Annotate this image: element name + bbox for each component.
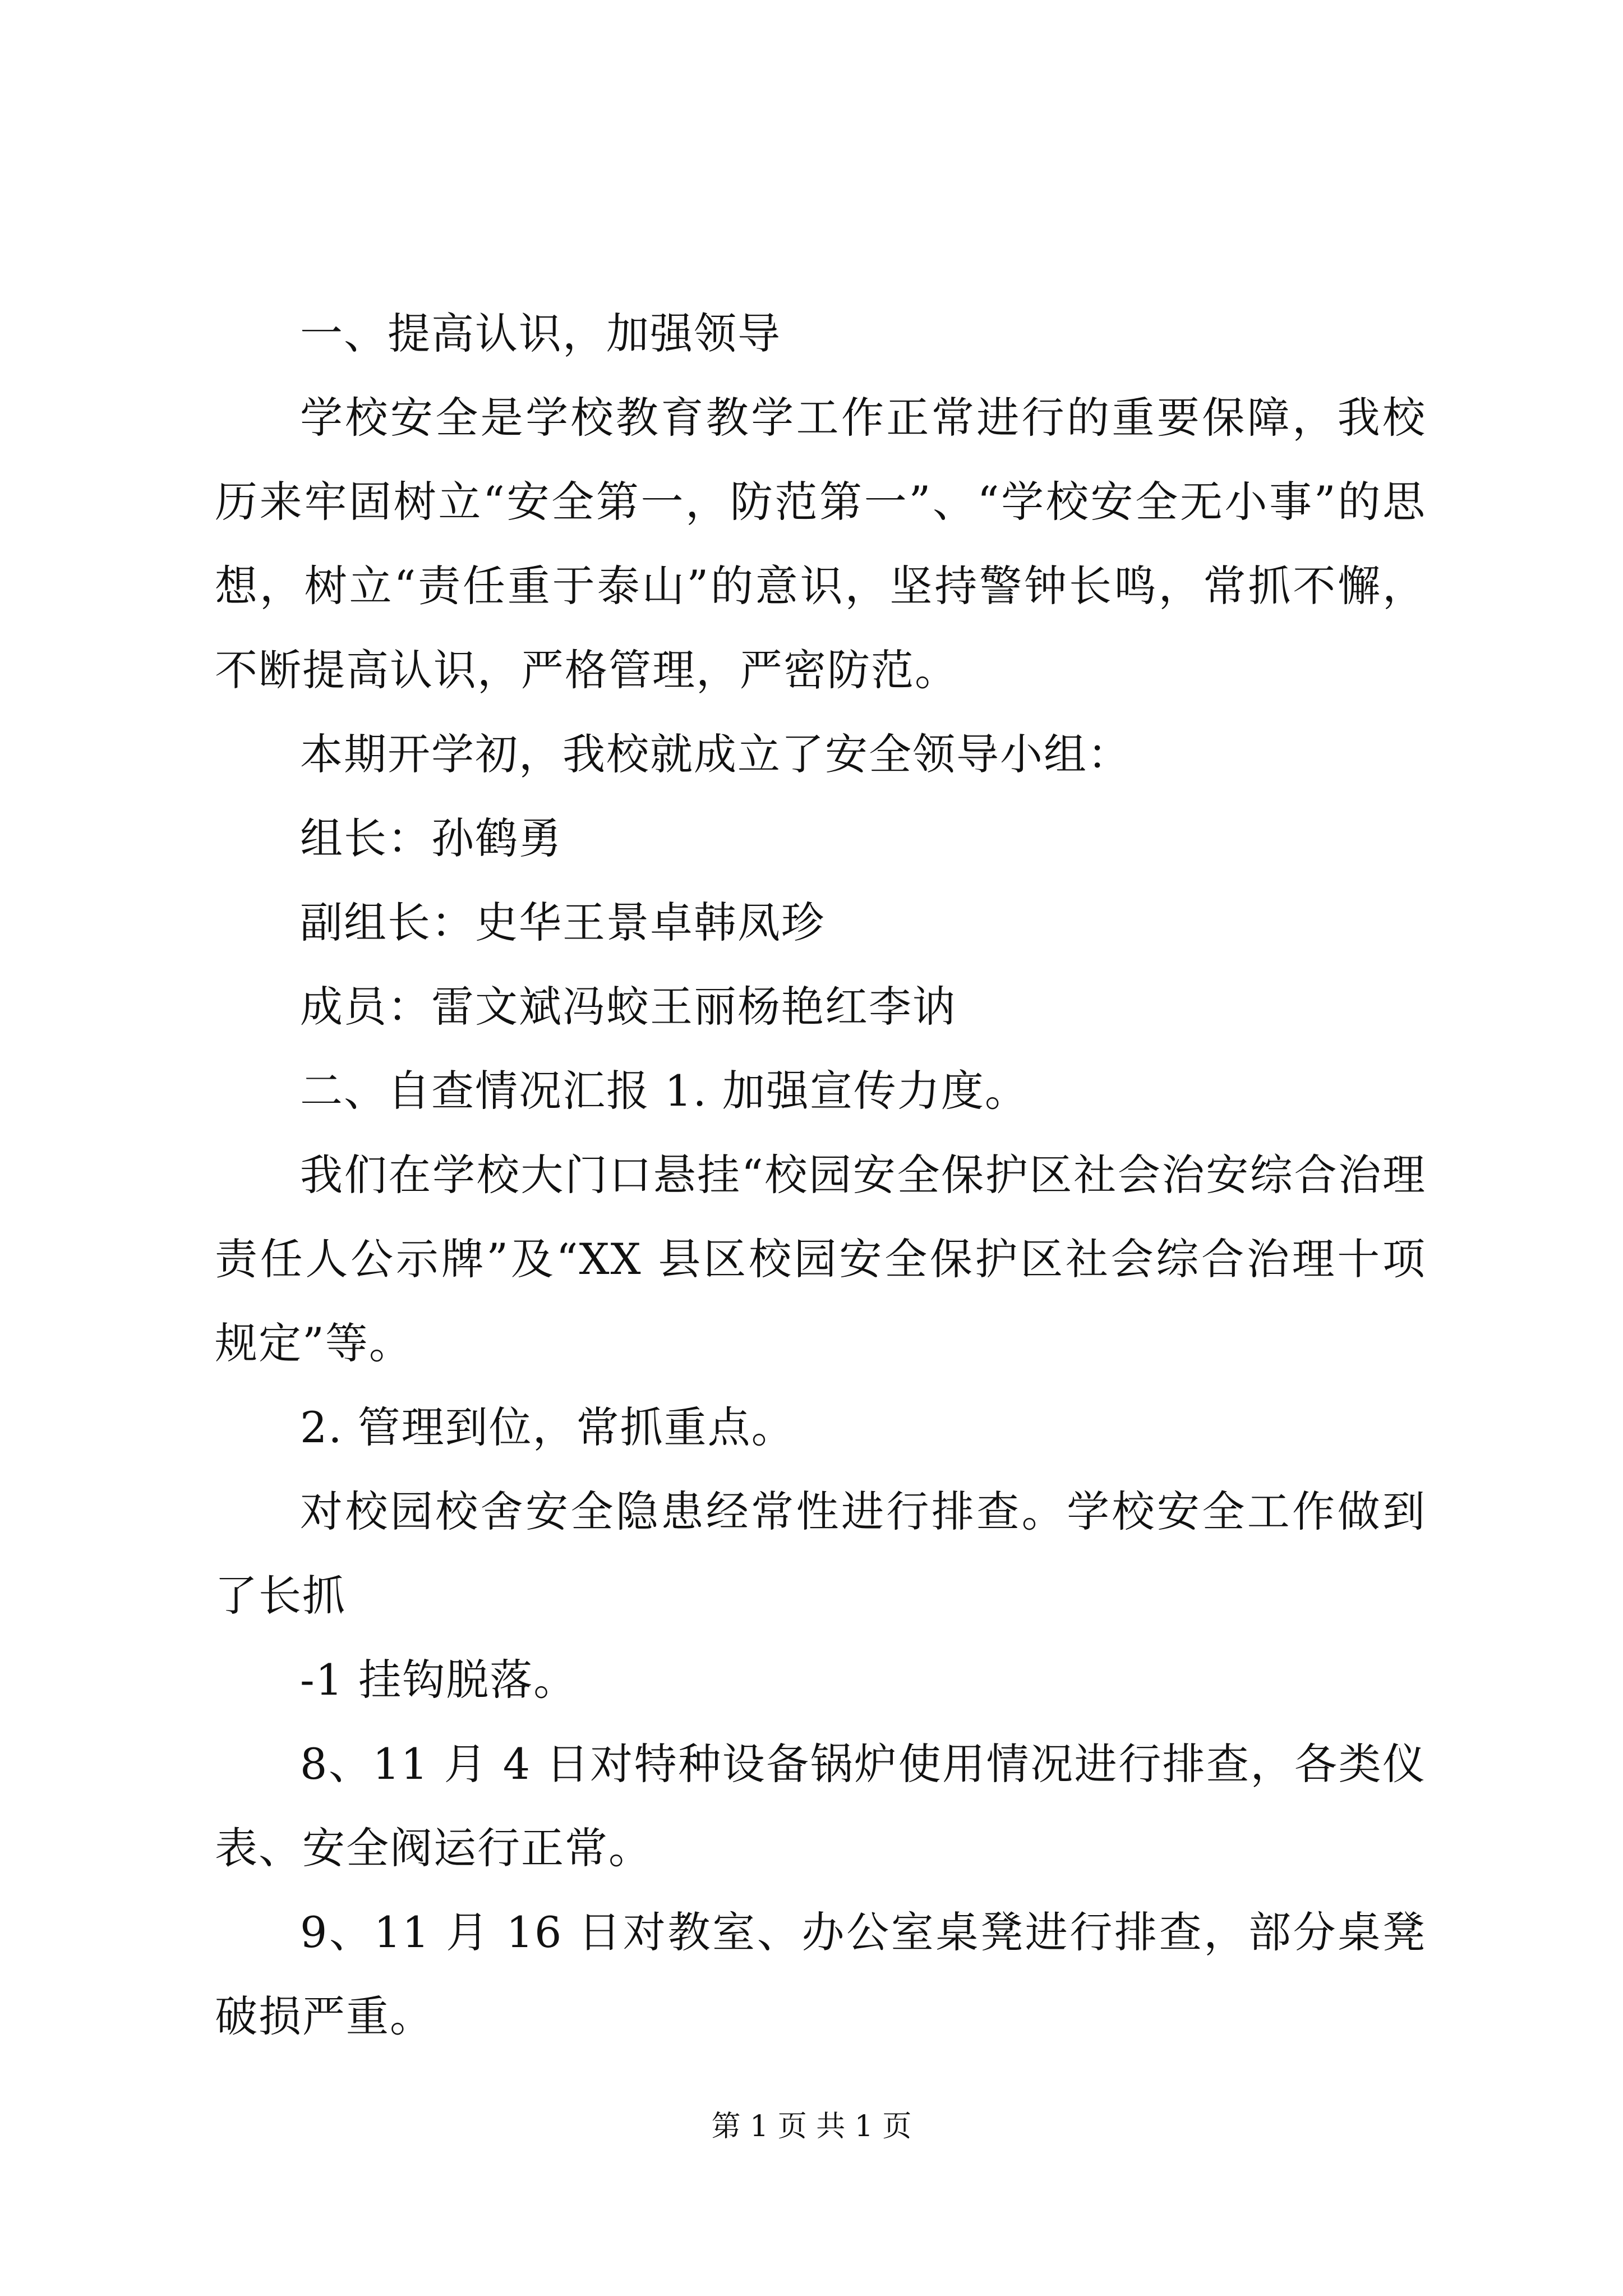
paragraph-signage: 我们在学校大门口悬挂“校园安全保护区社会治安综合治理责任人公示牌”及“XX 县区校园安全保护区社会综合治理十项规定”等。: [215, 1150, 1426, 1368]
paragraph-boiler-check: 8、11 月 4 日对特种设备锅炉使用情况进行排查，各类仪表、安全阀运行正常。: [215, 1739, 1426, 1873]
document-body: [215, 292, 1426, 2059]
deputy-leader-line: 副组长：史华王景卓韩凤珍: [300, 898, 825, 947]
paragraph-inspection: 对校园校舍安全隐患经常性进行排查。学校安全工作做到了长抓: [215, 1487, 1426, 1621]
page-footer: 第 1 页 共 1 页: [711, 2110, 912, 2143]
section-heading-1: 一、提高认识，加强领导: [300, 309, 781, 358]
paragraph-hook-detached: -1 挂钩脱落。: [300, 1655, 578, 1705]
subheading-management: 2. 管理到位，常抓重点。: [300, 1402, 795, 1452]
paragraph-leadership-group: 本期开学初，我校就成立了安全领导小组：: [300, 729, 1131, 779]
group-leader-line: 组长：孙鹤勇: [300, 813, 562, 863]
members-line: 成员：雷文斌冯蛟王丽杨艳红李讷: [300, 982, 956, 1032]
section-heading-2: 二、自查情况汇报 1. 加强宣传力度。: [300, 1066, 1029, 1116]
paragraph-safety-importance: 学校安全是学校教育教学工作正常进行的重要保障，我校历来牢固树立“安全第一，防范第一”、“学校安全无小事”的思想，树立“责任重于泰山”的意识，坚持警钟长鸣，常抓不懈，不断提高认识，严格管理，严密防范。: [215, 393, 1426, 695]
paragraph-desk-check: 9、11 月 16 日对教室、办公室桌凳进行排查，部分桌凳破损严重。: [215, 1907, 1426, 2041]
